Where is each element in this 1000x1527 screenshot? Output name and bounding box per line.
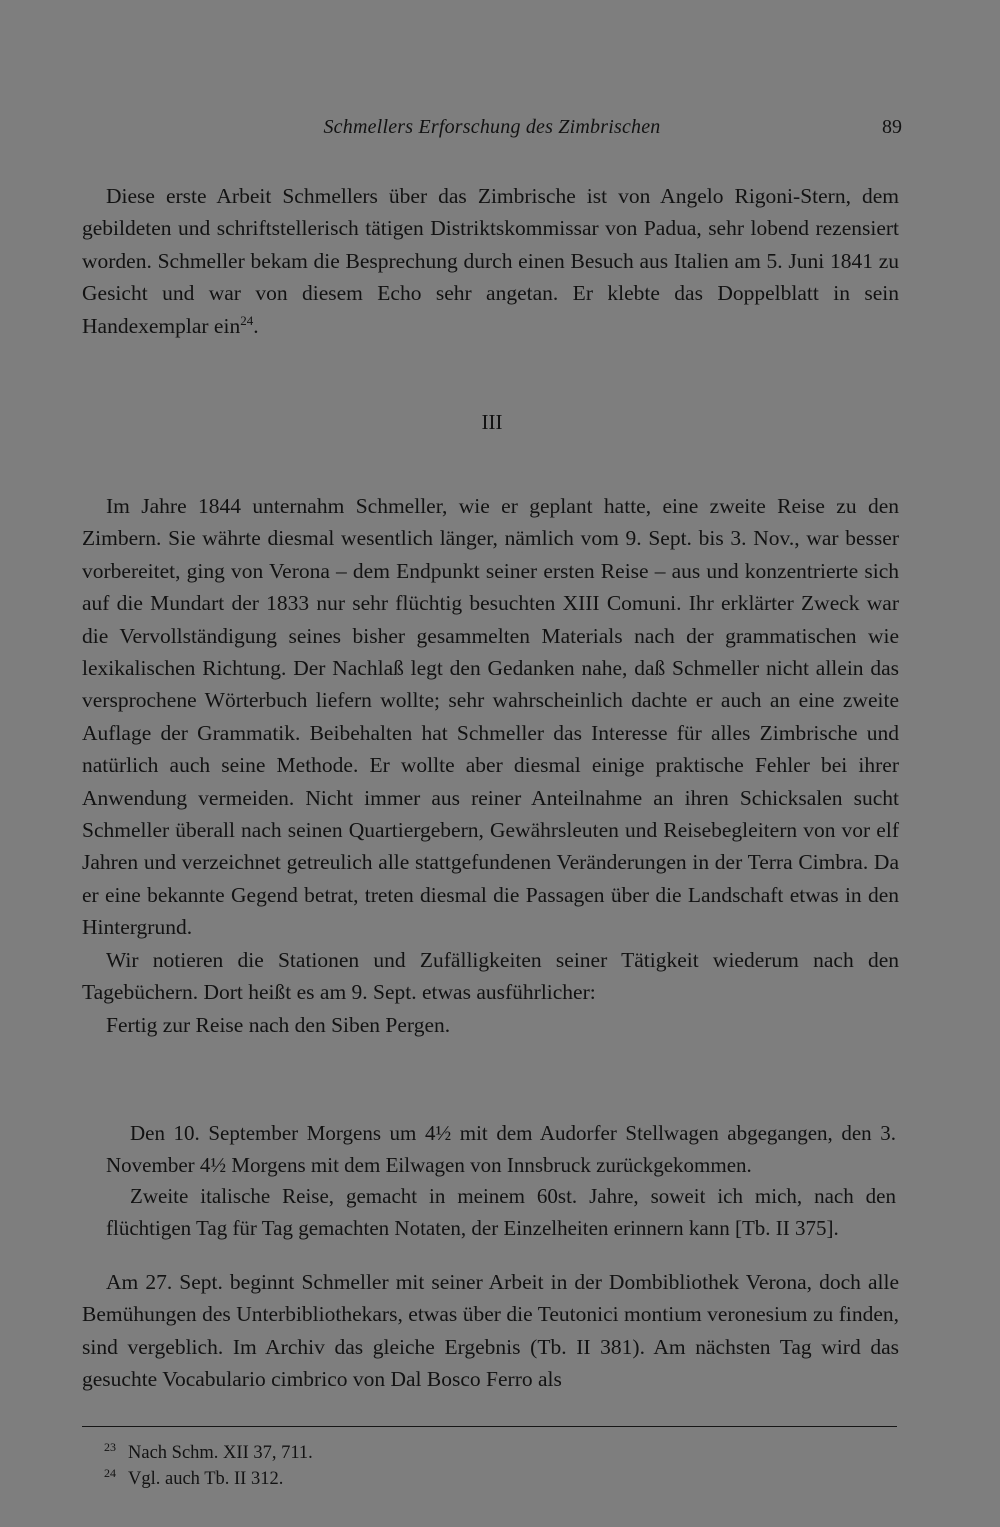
- quote-block: [106, 1118, 896, 1244]
- intro-end: .: [253, 313, 259, 338]
- footnote-mark: 24: [104, 1465, 116, 1480]
- quote-paragraph-1: Den 10. September Morgens um 4½ mit dem Audorfer Stellwagen abgegangen, den 3. November 4½ Morgens mit dem Eilwagen von Innsbruck zurückgekommen.: [106, 1121, 896, 1177]
- footnote-24: [104, 1466, 804, 1492]
- section-number: III: [481, 410, 503, 434]
- intro-paragraph: [82, 180, 899, 342]
- main-block: [82, 490, 899, 1041]
- intro-text: Diese erste Arbeit Schmellers über das Zimbrische ist von Angelo Rigoni-Stern, dem gebildeten und schriftstellerisch tätigen Distriktskommissar von Padua, sehr lobend rezensiert worden. Schmeller bekam die Besprechung durch einen Besuch aus Italien am 5. Juni 1841 zu Gesicht und war von diesem Echo sehr angetan. Er klebte das Doppelblatt in sein Handexemplar ein: [82, 184, 899, 338]
- footnote-divider: [82, 1426, 897, 1427]
- quote-paragraph-2: Zweite italische Reise, gemacht in meinem 60st. Jahre, soweit ich mich, nach den flüchtigen Tag für Tag gemachten Notaten, der Einzelheiten erinnern kann [Tb. II 375].: [106, 1184, 896, 1240]
- page-number: 89: [882, 116, 902, 138]
- footnote-23: [104, 1440, 804, 1466]
- body-paragraph-2: Wir notieren die Stationen und Zufälligkeiten seiner Tätigkeit wiederum nach den Tagebüchern. Dort heißt es am 9. Sept. etwas ausführlicher:: [82, 947, 899, 1005]
- footnote-text: Vgl. auch Tb. II 312.: [128, 1469, 284, 1489]
- footnote-reference: 24: [240, 312, 254, 328]
- intro-block: [82, 180, 899, 342]
- quote-intro-line: Fertig zur Reise nach den Siben Pergen.: [106, 1012, 451, 1037]
- final-paragraph: Am 27. Sept. beginnt Schmeller mit seiner Arbeit in der Dombibliothek Verona, doch alle Bemühungen des Unterbibliothekars, etwas über die Teutonici montium veronesium zu finden, sind vergeblich. Im Archiv das gleiche Ergebnis (Tb. II 381). Am nächsten Tag wird das gesuchte Vocabulario cimbrico von Dal Bosco Ferro als: [82, 1270, 899, 1392]
- running-title: Schmellers Erforschung des Zimbrischen: [323, 116, 661, 138]
- body-paragraph-1: Im Jahre 1844 unternahm Schmeller, wie er geplant hatte, eine zweite Reise zu den Zimbern. Sie währte diesmal wesentlich länger, nämlich vom 9. Sept. bis 3. Nov., war besser vorbereitet, ging von Verona – dem Endpunkt seiner ersten Reise – aus und konzentrierte sich auf die Mundart der 1833 nur sehr flüchtig besuchten XIII Comuni. Ihr erklärter Zweck war die Vervollständigung seines bisher gesammelten Materials nach der grammatischen wie lexikalischen Richtung. Der Nachlaß legt den Gedanken nahe, daß Schmeller nicht allein das versprochene Wörterbuch liefern wollte; sehr wahrscheinlich dachte er auch an eine zweite Auflage der Grammatik. Beibehalten hat Schmeller das Interesse für alles Zimbrische und natürlich auch seine Methode. Er wollte aber diesmal einige praktische Fehler bei ihrer Anwendung vermeiden. Nicht immer aus reiner Anteilnahme an ihren Schicksalen sucht Schmeller überall nach seinen Quartiergebern, Gewährsleuten und Reisebegleitern von vor elf Jahren und verzeichnet getreulich alle stattgefundenen Veränderungen in der Terra Cimbra. Da er eine bekannte Gegend betrat, treten diesmal die Passagen über die Landschaft etwas in den Hintergrund.: [82, 494, 899, 940]
- footnotes: [104, 1440, 804, 1492]
- running-head: [82, 116, 902, 146]
- footnote-mark: 23: [104, 1439, 116, 1454]
- final-block: [82, 1266, 899, 1396]
- footnote-text: Nach Schm. XII 37, 711.: [128, 1443, 313, 1463]
